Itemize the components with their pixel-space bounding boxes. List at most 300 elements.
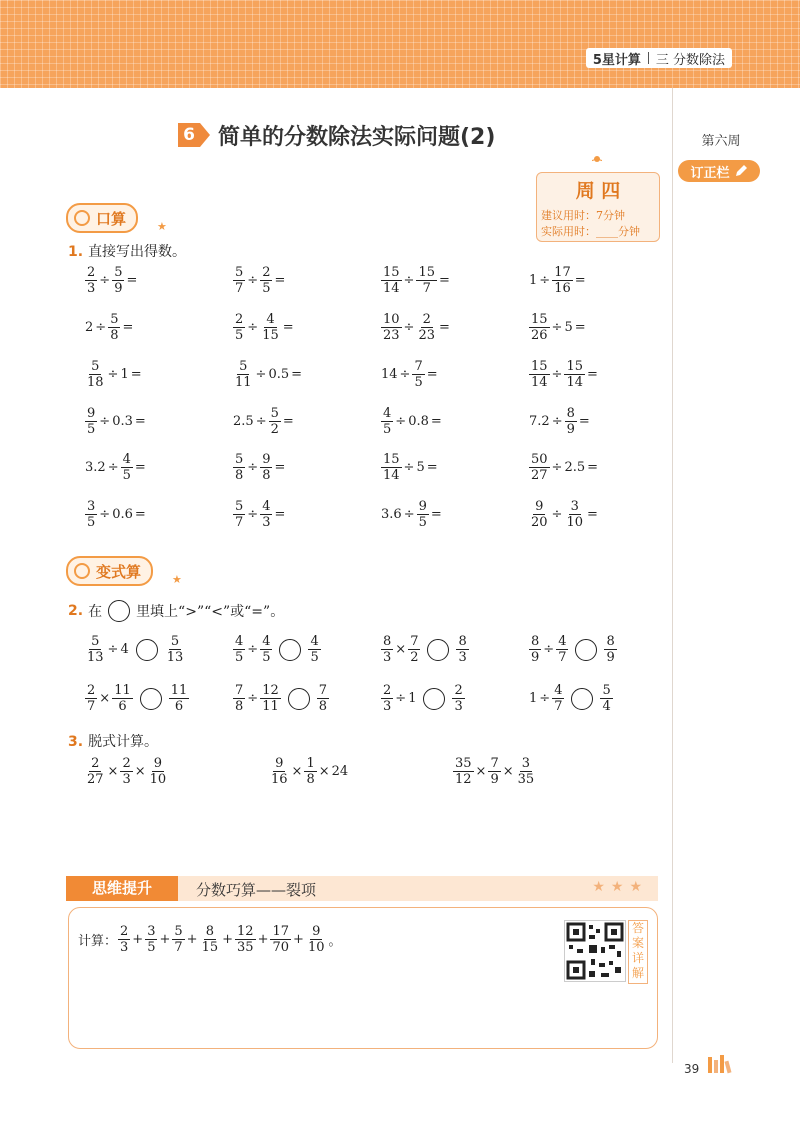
breadcrumb — [586, 48, 732, 68]
numerator: 15 — [531, 359, 548, 374]
numerator: 2 — [235, 312, 244, 327]
numerator: 4 — [262, 499, 271, 514]
oral-problem — [380, 265, 451, 296]
denominator: 14 — [383, 468, 400, 483]
fraction — [552, 683, 564, 714]
denominator: 7 — [422, 281, 431, 296]
chapter-name: 三 分数除法 — [655, 52, 725, 68]
math-token: ÷ — [247, 460, 259, 475]
numerator: 5 — [91, 634, 100, 649]
math-token: = — [291, 367, 303, 382]
fraction — [456, 634, 468, 665]
math-token: ÷ — [247, 642, 259, 657]
numerator: 7 — [490, 756, 499, 771]
numerator: 15 — [418, 265, 435, 280]
compare-problem — [380, 634, 470, 665]
math-token: = — [126, 273, 138, 288]
denominator: 14 — [566, 375, 583, 390]
math-token: 2.5 — [233, 414, 254, 429]
fraction — [85, 683, 97, 714]
fraction — [452, 683, 464, 714]
question-number: 3. — [68, 734, 84, 750]
math-token: ÷ — [551, 507, 563, 522]
fraction — [604, 634, 616, 665]
fraction — [416, 312, 437, 343]
numerator: 4 — [262, 634, 271, 649]
oral-problem — [84, 312, 134, 343]
fraction — [112, 683, 133, 714]
oral-problem — [84, 406, 147, 437]
math-token: ÷ — [403, 273, 415, 288]
stepwise-problem — [268, 756, 349, 787]
correction-text: 订正栏 — [690, 165, 730, 181]
oral-problem — [232, 452, 286, 483]
page-title: 简单的分数除法实际问题(2) — [218, 125, 496, 150]
math-token: ÷ — [255, 367, 267, 382]
fraction — [556, 634, 568, 665]
math-token: 1 — [408, 691, 417, 706]
math-token: ÷ — [99, 414, 111, 429]
denominator: 5 — [87, 515, 96, 530]
math-token: ÷ — [551, 414, 563, 429]
math-token: = — [578, 414, 590, 429]
numerator: 2 — [383, 683, 392, 698]
math-token: ÷ — [543, 642, 555, 657]
math-token: + — [257, 932, 269, 947]
denominator: 5 — [87, 422, 96, 437]
denominator: 26 — [531, 328, 548, 343]
fraction — [564, 359, 585, 390]
answer-circle[interactable] — [140, 688, 162, 710]
numerator: 3 — [570, 499, 579, 514]
oral-problem — [380, 359, 439, 390]
fraction — [85, 265, 97, 296]
fraction — [529, 634, 541, 665]
math-token: = — [439, 320, 450, 335]
denominator: 8 — [110, 328, 119, 343]
numerator: 15 — [383, 265, 400, 280]
denominator: 9 — [490, 772, 499, 787]
math-token: = — [134, 414, 146, 429]
numerator: 3 — [87, 499, 96, 514]
fraction — [233, 634, 245, 665]
fraction — [148, 756, 169, 787]
fraction — [165, 634, 186, 665]
math-token: ÷ — [395, 414, 407, 429]
fraction — [233, 359, 254, 390]
math-token: ÷ — [247, 320, 259, 335]
denominator: 3 — [454, 699, 463, 714]
math-token: 0.3 — [112, 414, 133, 429]
numerator: 5 — [235, 265, 244, 280]
fraction — [412, 359, 424, 390]
denominator: 5 — [235, 650, 244, 665]
denominator: 20 — [531, 515, 548, 530]
math-token: 。 — [328, 934, 342, 949]
oral-problem — [380, 499, 443, 530]
math-token: ÷ — [399, 367, 411, 382]
answer-circle[interactable] — [575, 639, 597, 661]
fraction — [270, 924, 291, 955]
numerator: 8 — [566, 406, 575, 421]
denominator: 23 — [418, 328, 435, 343]
math-token: + — [222, 932, 234, 947]
numerator: 4 — [554, 683, 563, 698]
math-token: + — [132, 932, 144, 947]
denominator: 8 — [235, 468, 244, 483]
denominator: 3 — [458, 650, 467, 665]
denominator: 15 — [262, 328, 279, 343]
oral-problem — [528, 312, 587, 343]
math-token: + — [186, 932, 198, 947]
pencil-icon — [734, 164, 748, 178]
fraction — [317, 683, 329, 714]
circle-blank-icon — [108, 600, 130, 622]
denominator: 11 — [235, 375, 252, 390]
oral-problem — [232, 406, 295, 437]
fraction — [381, 634, 393, 665]
numerator: 7 — [410, 634, 419, 649]
math-token: × — [395, 642, 407, 657]
compare-problem — [84, 634, 186, 665]
numerator: 11 — [114, 683, 131, 698]
denominator: 7 — [554, 699, 563, 714]
answer-circle[interactable] — [136, 639, 158, 661]
fraction — [529, 499, 550, 530]
fraction — [269, 756, 290, 787]
fraction — [565, 406, 577, 437]
qr-code-icon[interactable] — [564, 920, 626, 982]
fraction — [552, 265, 573, 296]
math-token: = — [439, 273, 450, 288]
day-label: 周 四 — [575, 180, 621, 202]
denominator: 13 — [87, 650, 104, 665]
denominator: 6 — [174, 699, 184, 714]
math-token: 1 — [529, 691, 538, 706]
math-token: 1 — [120, 367, 129, 382]
fraction — [529, 452, 550, 483]
numerator: 5 — [239, 359, 248, 374]
denominator: 3 — [120, 940, 129, 955]
math-token: 0.5 — [268, 367, 290, 382]
numerator: 8 — [531, 634, 540, 649]
question-text: 直接写出得数。 — [88, 244, 187, 260]
fraction — [381, 265, 402, 296]
oral-problem — [528, 265, 587, 296]
math-token: 3.6 — [381, 507, 402, 522]
day-card — [536, 172, 660, 242]
math-token: 7.2 — [529, 414, 550, 429]
denominator: 14 — [383, 281, 400, 296]
numerator: 4 — [122, 452, 131, 467]
thinking-label: 思维提升 — [66, 876, 178, 901]
denominator: 14 — [531, 375, 548, 390]
math-token: × — [318, 764, 330, 779]
fraction — [529, 312, 550, 343]
math-token: ÷ — [403, 320, 415, 335]
fraction — [260, 265, 272, 296]
actual-time: 实际用时：____分钟 — [541, 225, 640, 238]
numerator: 7 — [235, 683, 244, 698]
denominator: 5 — [147, 940, 156, 955]
oral-problem — [84, 265, 138, 296]
denominator: 5 — [414, 375, 423, 390]
correction-column-label — [678, 160, 760, 182]
math-token: = — [574, 320, 586, 335]
denominator: 12 — [455, 772, 472, 787]
numerator: 5 — [170, 634, 180, 649]
answer-circle[interactable] — [571, 688, 593, 710]
math-token: ÷ — [107, 367, 119, 382]
numerator: 5 — [602, 683, 611, 698]
thinking-banner — [66, 876, 658, 901]
fraction — [381, 683, 393, 714]
math-token: = — [274, 460, 286, 475]
fraction — [306, 924, 327, 955]
denominator: 5 — [383, 422, 392, 437]
math-token: × — [107, 764, 119, 779]
target-icon — [74, 563, 90, 579]
fraction — [85, 499, 97, 530]
numerator: 4 — [383, 406, 392, 421]
numerator: 5 — [114, 265, 123, 280]
denominator: 9 — [114, 281, 123, 296]
numerator: 5 — [270, 406, 279, 421]
math-token: × — [99, 691, 111, 706]
question-text: 里填上“>”“<”或“=”。 — [136, 604, 285, 620]
question-text: 脱式计算。 — [88, 734, 159, 750]
lesson-arrow-icon — [200, 123, 210, 147]
fraction — [600, 683, 612, 714]
fraction — [172, 924, 184, 955]
math-token: = — [574, 273, 586, 288]
oral-problem — [84, 452, 147, 483]
difficulty-stars: ★★★ — [592, 879, 648, 895]
fraction — [516, 756, 537, 787]
math-token: × — [291, 764, 303, 779]
oral-problem — [232, 265, 286, 296]
numerator: 4 — [558, 634, 567, 649]
math-token: + — [293, 932, 304, 947]
denominator: 8 — [235, 699, 244, 714]
denominator: 9 — [566, 422, 575, 437]
question-2 — [68, 600, 284, 622]
stepwise-problem — [452, 756, 537, 787]
denominator: 10 — [566, 515, 583, 530]
numerator: 10 — [383, 312, 400, 327]
numerator: 17 — [554, 265, 571, 280]
math-token: 5 — [416, 460, 425, 475]
denominator: 7 — [87, 699, 96, 714]
math-token: ÷ — [403, 460, 415, 475]
fraction — [269, 406, 281, 437]
math-token: 3.2 — [85, 460, 106, 475]
oral-problem — [380, 312, 451, 343]
fraction — [304, 756, 316, 787]
divider — [648, 52, 649, 64]
math-token: = — [282, 320, 294, 335]
denominator: 5 — [262, 650, 271, 665]
math-token: ÷ — [247, 691, 259, 706]
math-token: ÷ — [403, 507, 415, 522]
fraction — [85, 756, 106, 787]
denominator: 9 — [531, 650, 540, 665]
numerator: 35 — [455, 756, 472, 771]
fraction — [381, 312, 402, 343]
math-token: ÷ — [107, 460, 119, 475]
numerator: 12 — [262, 683, 279, 698]
oral-problem — [232, 499, 286, 530]
section-variant-text: 变式算 — [96, 562, 142, 581]
answer-details-link[interactable]: 答案详解 — [628, 920, 648, 984]
numerator: 50 — [531, 452, 548, 467]
numerator: 9 — [418, 499, 427, 514]
numerator: 8 — [205, 924, 214, 939]
math-token: 0.8 — [408, 414, 429, 429]
math-token: ÷ — [107, 642, 119, 657]
thinking-problem — [78, 924, 343, 955]
math-token: × — [475, 764, 487, 779]
math-token: 0.6 — [112, 507, 133, 522]
oral-problem — [84, 499, 147, 530]
denominator: 16 — [271, 772, 288, 787]
fraction — [308, 634, 320, 665]
question-text: 在 — [88, 604, 103, 620]
math-token: = — [274, 507, 286, 522]
numerator: 9 — [312, 924, 321, 939]
answer-circle[interactable] — [427, 639, 449, 661]
denominator: 3 — [87, 281, 96, 296]
fraction — [260, 312, 281, 343]
denominator: 23 — [383, 328, 400, 343]
numerator: 7 — [318, 683, 328, 698]
denominator: 10 — [149, 772, 167, 787]
oral-problem — [528, 359, 599, 390]
denominator: 3 — [262, 515, 271, 530]
denominator: 70 — [272, 940, 290, 955]
answer-circle[interactable] — [288, 688, 310, 710]
math-token: × — [502, 764, 514, 779]
compare-problem — [232, 634, 322, 665]
stepwise-problem — [84, 756, 169, 787]
header-banner — [0, 0, 800, 88]
fraction — [564, 499, 585, 530]
suggested-time: 建议用时：7分钟 — [541, 209, 625, 222]
books-icon — [707, 1055, 737, 1075]
numerator: 15 — [531, 312, 548, 327]
denominator: 7 — [174, 940, 183, 955]
oral-problem — [380, 406, 443, 437]
fraction — [408, 634, 420, 665]
math-token: 14 — [381, 367, 398, 382]
denominator: 3 — [383, 699, 392, 714]
denominator: 35 — [517, 772, 535, 787]
fraction — [235, 924, 256, 955]
fraction — [118, 924, 130, 955]
math-token: = — [134, 460, 146, 475]
numerator: 2 — [122, 756, 131, 771]
denominator: 15 — [201, 940, 219, 955]
denominator: 8 — [306, 772, 315, 787]
numerator: 9 — [275, 756, 284, 771]
denominator: 27 — [87, 772, 104, 787]
numerator: 2 — [91, 756, 100, 771]
oral-problem — [528, 406, 591, 437]
compare-problem — [528, 634, 618, 665]
denominator: 2 — [410, 650, 419, 665]
math-token: ÷ — [539, 273, 551, 288]
answer-circle[interactable] — [423, 688, 445, 710]
fraction — [488, 756, 500, 787]
math-token: = — [426, 367, 438, 382]
sidebar-divider — [672, 88, 673, 1063]
compare-problem — [528, 683, 614, 714]
fraction — [233, 452, 245, 483]
star-icon: ★ — [172, 573, 182, 586]
star-icon: ★ — [157, 220, 167, 233]
numerator: 4 — [310, 634, 319, 649]
denominator: 13 — [166, 650, 184, 665]
numerator: 9 — [153, 756, 163, 771]
fraction — [260, 452, 272, 483]
numerator: 7 — [414, 359, 423, 374]
fraction — [85, 634, 106, 665]
math-token: ÷ — [255, 414, 267, 429]
math-token: = — [430, 507, 442, 522]
denominator: 5 — [262, 281, 271, 296]
answer-circle[interactable] — [279, 639, 301, 661]
math-token: = — [130, 367, 142, 382]
numerator: 8 — [606, 634, 615, 649]
numerator: 2 — [454, 683, 463, 698]
numerator: 5 — [91, 359, 100, 374]
math-token: ÷ — [247, 273, 259, 288]
fraction — [453, 756, 474, 787]
math-token: = — [430, 414, 442, 429]
numerator: 5 — [235, 452, 244, 467]
oral-problem — [232, 359, 303, 390]
fraction — [529, 359, 550, 390]
denominator: 11 — [262, 699, 279, 714]
fraction — [381, 452, 402, 483]
math-token: = — [274, 273, 286, 288]
numerator: 9 — [535, 499, 544, 514]
question-number: 2. — [68, 603, 84, 619]
math-token: ÷ — [395, 691, 407, 706]
section-variant-label — [66, 556, 153, 586]
numerator: 3 — [147, 924, 156, 939]
denominator: 5 — [310, 650, 319, 665]
oral-problem — [232, 312, 295, 343]
numerator: 8 — [383, 634, 392, 649]
fraction — [120, 756, 132, 787]
section-oral-label — [66, 203, 138, 233]
fraction — [85, 406, 97, 437]
oral-problem — [84, 359, 143, 390]
math-token: ÷ — [539, 691, 551, 706]
denominator: 5 — [418, 515, 427, 530]
numerator: 2 — [87, 265, 96, 280]
question-1 — [68, 241, 186, 261]
math-token: + — [159, 932, 171, 947]
math-token: ÷ — [551, 460, 563, 475]
brand-name: 5星计算 — [592, 52, 641, 68]
math-token: ÷ — [247, 507, 259, 522]
numerator: 2 — [87, 683, 96, 698]
numerator: 5 — [235, 499, 244, 514]
denominator: 6 — [118, 699, 127, 714]
denominator: 7 — [558, 650, 567, 665]
